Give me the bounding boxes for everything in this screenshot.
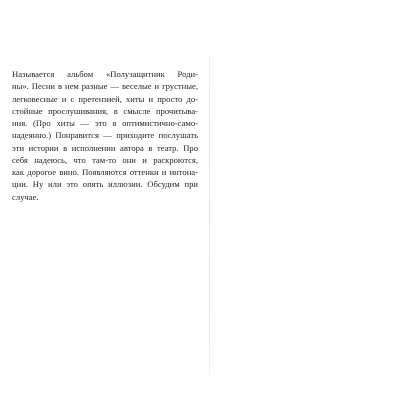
text-line: как дорогое вино. Появляются оттенки и интона- xyxy=(12,167,198,177)
text-line: ния. (Про хиты — это я оптимистично-само- xyxy=(12,118,198,128)
text-line: ны». Песни в нем разные — веселые и грустные, xyxy=(12,81,198,92)
text-line: себя надеюсь, что там-то они и раскроются, xyxy=(12,154,198,165)
left-page-text xyxy=(12,68,198,203)
text-line: случае. xyxy=(12,191,39,202)
text-line: надеянно.) Понравится — приходите послушать xyxy=(12,130,198,141)
text-line: стойные прослушивания, в смысле прочитыва- xyxy=(12,105,198,116)
right-page xyxy=(210,0,420,420)
text-line: Называется альбом «Полузащитник Роди- xyxy=(12,69,198,79)
text-line: легковесные и с претензией, хиты и просто до- xyxy=(12,93,198,104)
text-line: ции. Ну или это опять иллюзии. Обсудим при xyxy=(12,179,198,190)
text-line: эти истории в исполнении автора в театр. Про xyxy=(12,142,198,153)
